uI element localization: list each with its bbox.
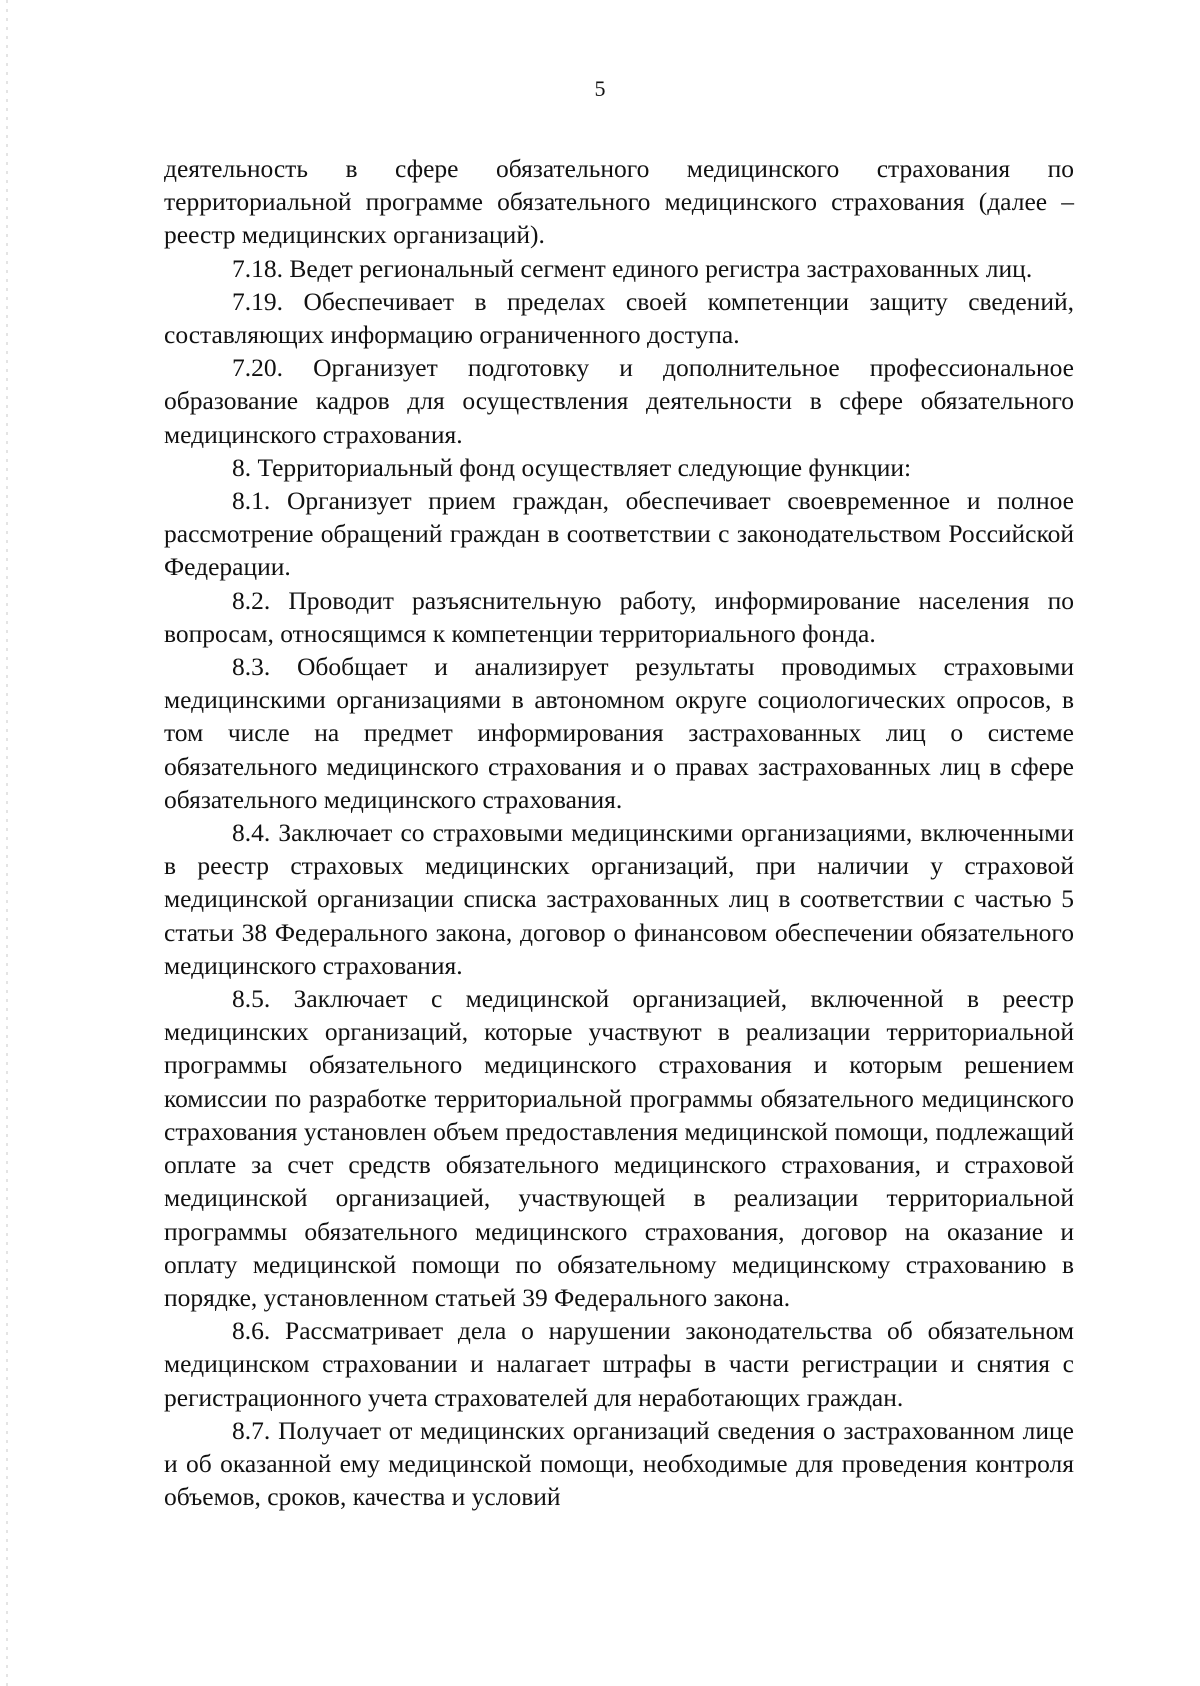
paragraph-7-20: 7.20. Организует подготовку и дополнительное профессиональное образование кадров для осуществления деятельности в сфере обязательного медицинского страхования. (164, 353, 1074, 449)
paragraph-7-18: 7.18. Ведет региональный сегмент единого регистра застрахованных лиц. (232, 253, 1033, 283)
paragraph-8-7: 8.7. Получает от медицинских организаций сведения о застрахованном лице и об оказанной ему медицинской помощи, необходимые для проведения контроля объемов, сроков, качества и условий (164, 1415, 1074, 1512)
paragraph-8-6: 8.6. Рассматривает дела о нарушении законодательства об обязательном медицинском страховании и налагает штрафы в части регистрации и снятия с регистрационного учета страхователей для неработающих граждан. (164, 1316, 1074, 1412)
paragraph-8-5: 8.5. Заключает с медицинской организацией, включенной в реестр медицинских организаций, которые участвуют в реализации территориальной программы обязательного медицинского страхования и которым решением комиссии по разработке территориальной программы обязательного медицинского страхования установлен объем предоставления медицинской помощи, подлежащий оплате за счет средств обязательного медицинского страхования, и страховой медицинской организацией, участвующей в реализации территориальной программы обязательного медицинского страхования, договор на оказание и оплату медицинской помощи по обязательному медицинскому страхованию в порядке, установленном статьей 39 Федерального закона. (164, 984, 1074, 1312)
paragraph-8-1: 8.1. Организует прием граждан, обеспечивает своевременное и полное рассмотрение обращений граждан в соответствии с законодательством Российской Федерации. (164, 486, 1074, 582)
paragraph-8: 8. Территориальный фонд осуществляет следующие функции: (232, 452, 912, 482)
paragraph-8-4: 8.4. Заключает со страховыми медицинскими организациями, включенными в реестр страховых медицинских организаций, при наличии у страховой медицинской организации списка застрахованных лиц в соответствии с частью 5 статьи 38 Федерального закона, договор о финансовом обеспечении обязательного медицинского страхования. (164, 818, 1074, 980)
paragraph-7-19: 7.19. Обеспечивает в пределах своей компетенции защиту сведений, составляющих информацию ограниченного доступа. (164, 286, 1074, 350)
page-number: 5 (594, 76, 606, 101)
paragraph-8-3: 8.3. Обобщает и анализирует результаты проводимых страховыми медицинскими организациями в автономном округе социологических опросов, в том числе на предмет информирования застрахованных лиц о системе обязательного медицинского страхования и о правах застрахованных лиц в сфере обязательного медицинского страхования. (164, 652, 1074, 814)
paragraph-continuation: деятельность в сфере обязательного медицинского страхования по территориальной программе обязательного медицинского страхования (далее – реестр медицинских организаций). (164, 154, 1074, 250)
document-body (164, 152, 1074, 1513)
scan-edge-artifact (6, 0, 8, 1686)
paragraph-8-2: 8.2. Проводит разъяснительную работу, информирование населения по вопросам, относящимся к компетенции территориального фонда. (164, 585, 1074, 648)
